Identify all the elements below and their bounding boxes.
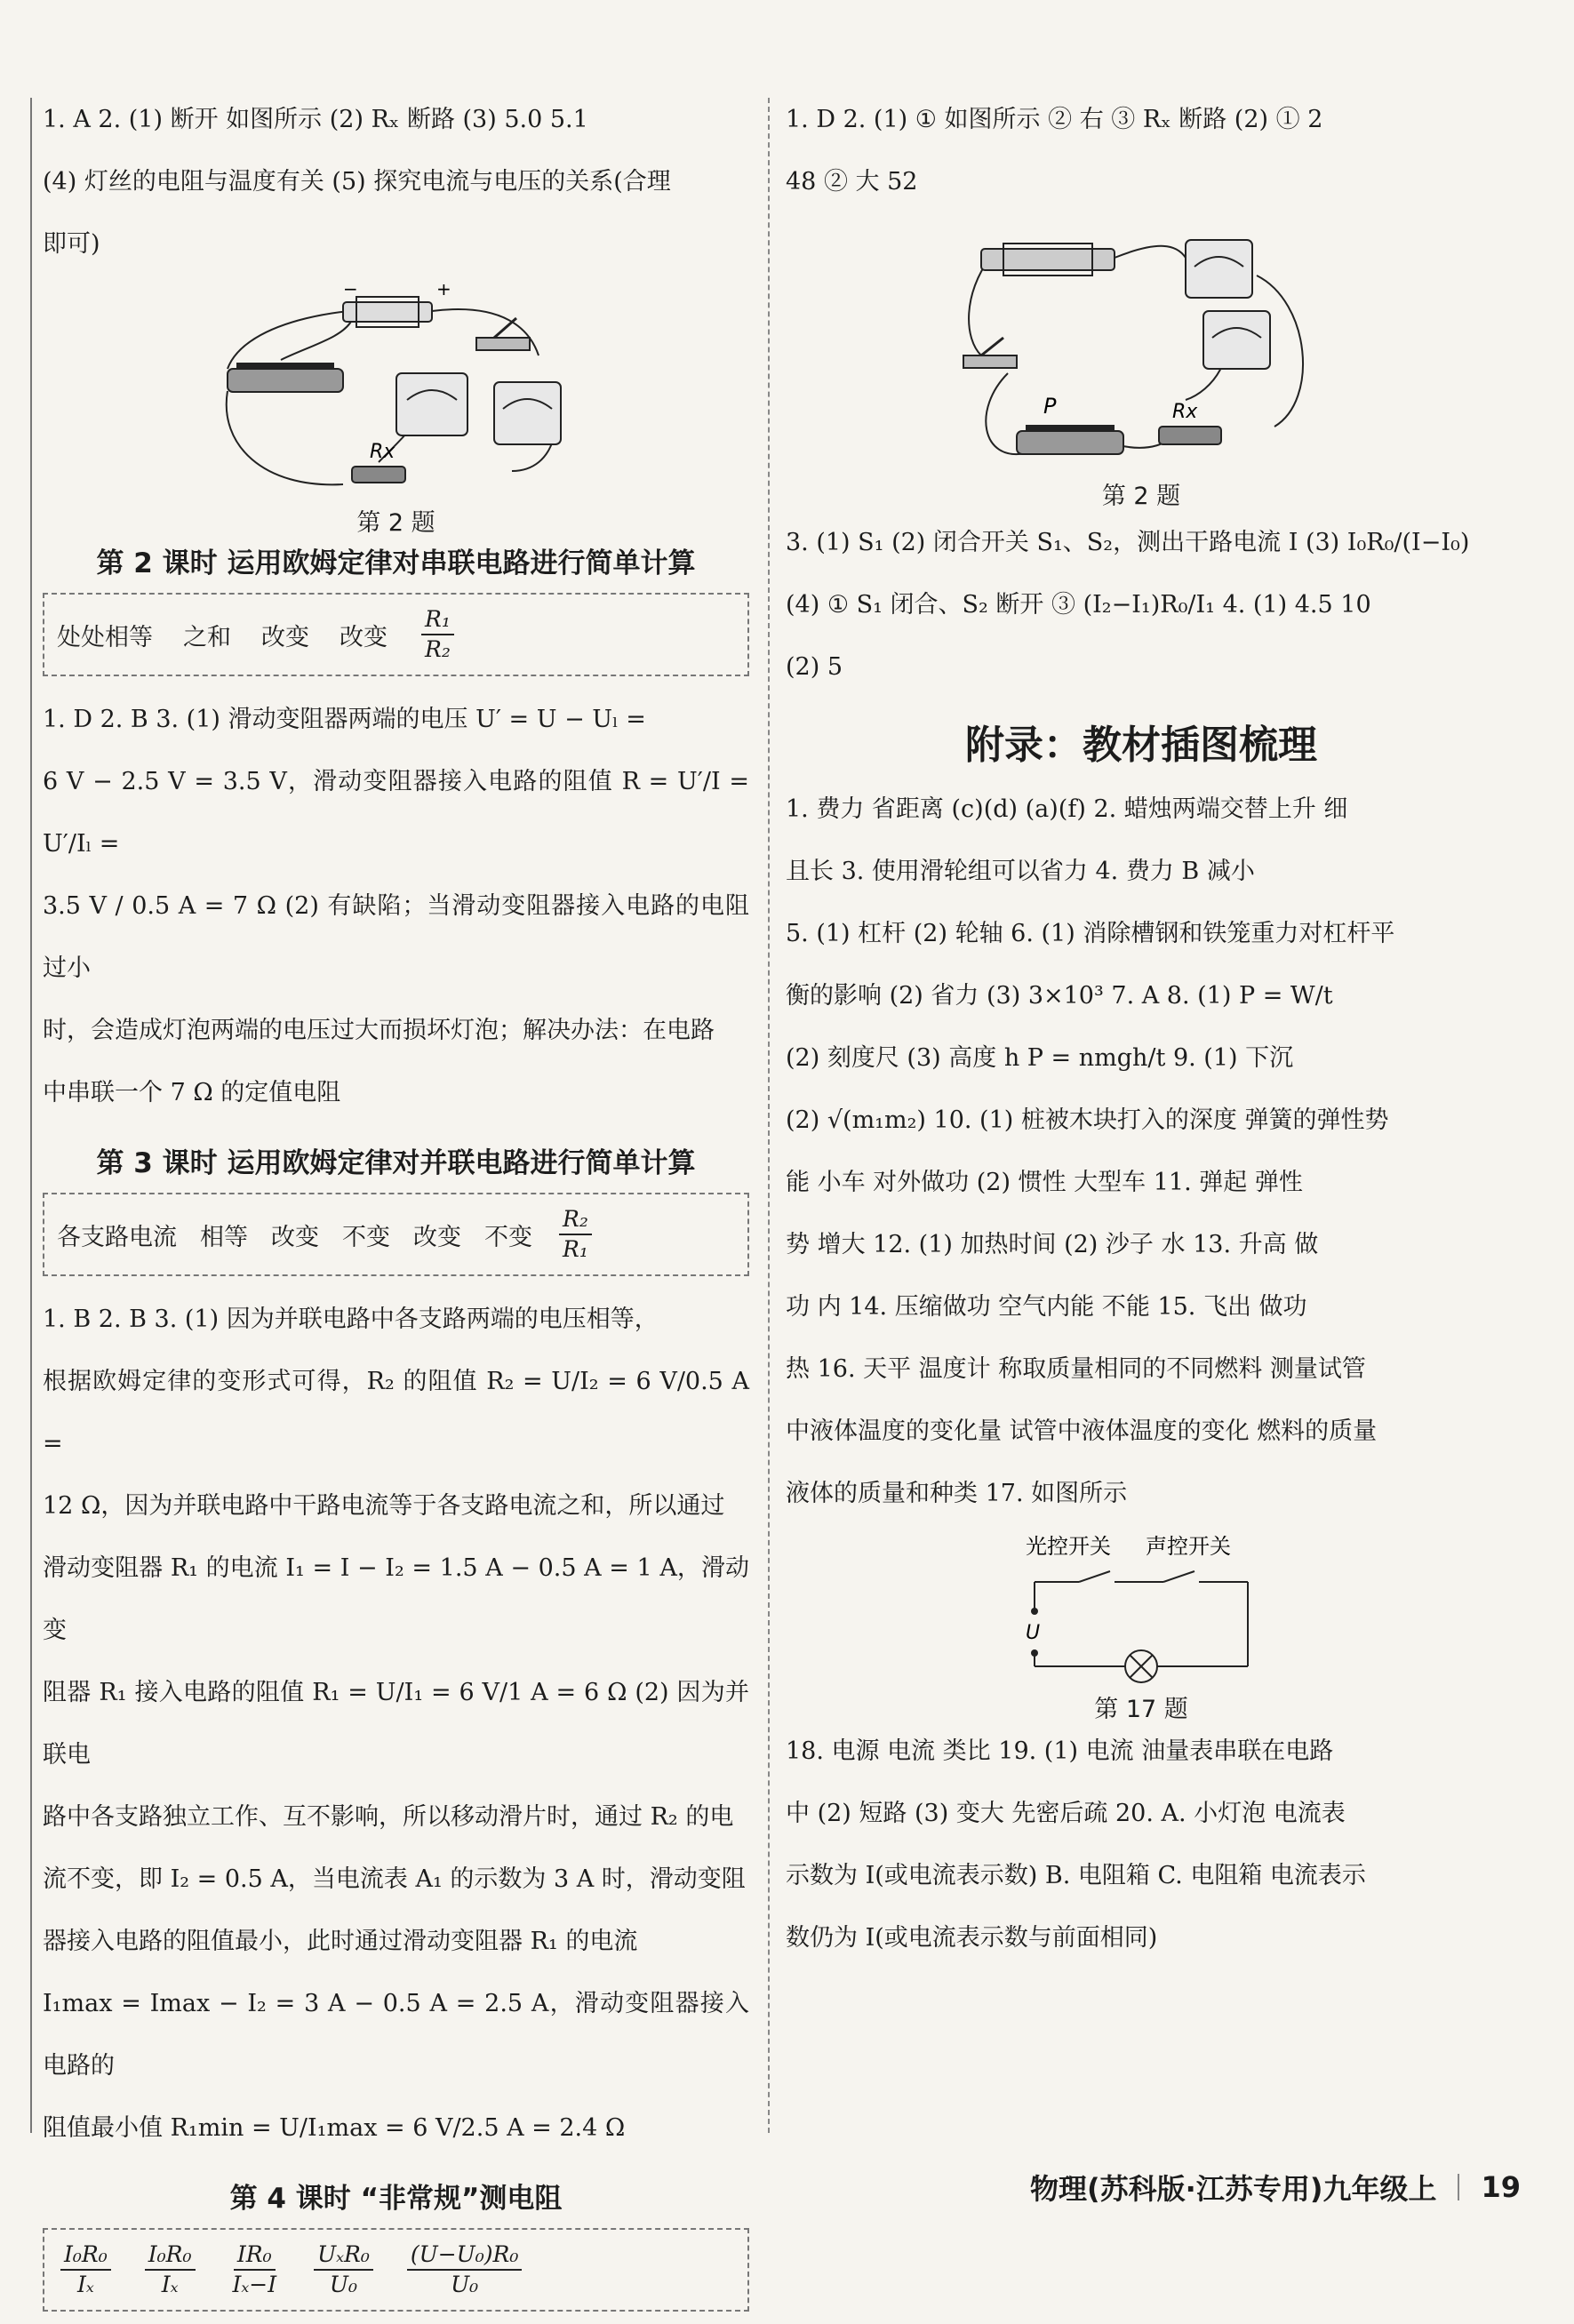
answer-line: 1. D 2. (1) ① 如图所示 ② 右 ③ Rₓ 断路 (2) ① 2: [786, 106, 1323, 133]
box-term: 之和: [183, 623, 231, 651]
answer-line: 18. 电源 电流 类比 19. (1) 电流 油量表串联在电路: [786, 1737, 1334, 1765]
answer-line: 中 (2) 短路 (3) 变大 先密后疏 20. A. 小灯泡 电流表: [786, 1800, 1346, 1827]
lesson-2-title: 第 2 课时 运用欧姆定律对串联电路进行简单计算: [96, 547, 696, 579]
figure-caption: 第 2 题: [1101, 483, 1181, 510]
answer-line: 3.5 V / 0.5 A = 7 Ω (2) 有缺陷；当滑动变阻器接入电路的电阻过小: [43, 892, 749, 982]
ratio-fraction: [559, 1205, 592, 1264]
formula-fraction: [314, 2240, 373, 2299]
right-column: [786, 89, 1497, 1969]
circuit-diagram-1: [210, 284, 583, 498]
answer-line: 势 增大 12. (1) 加热时间 (2) 沙子 水 13. 升高 做: [786, 1231, 1319, 1258]
answer-line: 3. (1) S₁ (2) 闭合开关 S₁、S₂，测出干路电流 I (3) I₀R₀/(I−I₀): [786, 529, 1470, 556]
answer-line: 数仍为 I(或电流表示数与前面相同): [786, 1924, 1158, 1952]
circuit-diagram-2: [955, 222, 1328, 471]
answers-block-2: [43, 689, 749, 1124]
answers-block-3: [43, 1289, 749, 2160]
column-divider: [768, 98, 770, 2133]
answer-line: 器接入电路的阻值最小，此时通过滑动变阻器 R₁ 的电流: [43, 1928, 638, 1955]
answer-line: (2) √(m₁m₂) 10. (1) 桩被木块打入的深度 弹簧的弹性势: [786, 1106, 1389, 1134]
answer-line: 热 16. 天平 温度计 称取质量相同的不同燃料 测量试管: [786, 1355, 1366, 1383]
p-label: P: [1043, 394, 1057, 419]
answer-line: 6 V − 2.5 V = 3.5 V，滑动变阻器接入电路的阻值 R = U′/I = U′/Iₗ =: [43, 768, 749, 858]
answer-line: 1. B 2. B 3. (1) 因为并联电路中各支路两端的电压相等，: [43, 1306, 659, 1333]
sound-switch-label: 声控开关: [1146, 1534, 1231, 1559]
answer-line: (2) 5: [786, 653, 843, 681]
fraction-numerator: R₂: [559, 1205, 592, 1235]
lesson-3-summary-box: [43, 1193, 749, 1276]
figure-caption: 第 17 题: [1094, 1696, 1188, 1723]
answer-line: 12 Ω，因为并联电路中干路电流等于各支路电流之和，所以通过: [43, 1492, 725, 1520]
answer-line: I₁max = Imax − I₂ = 3 A − 0.5 A = 2.5 A，滑动变阻器接入电路的: [43, 1990, 749, 2080]
box-term: 不变: [484, 1223, 532, 1251]
lesson-3-title: 第 3 课时 运用欧姆定律对并联电路进行简单计算: [96, 1147, 696, 1179]
lesson-4-summary-box: [43, 2228, 749, 2312]
answers-block-1: [43, 89, 749, 276]
answer-line: 48 ② 大 52: [786, 168, 918, 196]
page-footer: [1030, 2167, 1521, 2208]
box-term: 不变: [342, 1223, 390, 1251]
fraction-denominator: U₀: [329, 2272, 358, 2297]
answer-line: 能 小车 对外做功 (2) 惯性 大型车 11. 弹起 弹性: [786, 1169, 1303, 1196]
u-label: U: [1026, 1622, 1041, 1644]
answers-block-r1: [786, 89, 1497, 213]
answer-line: 且长 3. 使用滑轮组可以省力 4. 费力 B 减小: [786, 858, 1255, 885]
answer-line: 1. A 2. (1) 断开 如图所示 (2) Rₓ 断路 (3) 5.0 5.1: [43, 106, 588, 133]
fraction-denominator: U₀: [451, 2272, 479, 2297]
answer-line: 功 内 14. 压缩做功 空气内能 不能 15. 飞出 做功: [786, 1293, 1307, 1321]
answer-line: 路中各支路独立工作、互不影响，所以移动滑片时，通过 R₂ 的电: [43, 1803, 734, 1831]
book-title: 物理(苏科版·江苏专用)九年级上: [1030, 2172, 1437, 2206]
box-term: 改变: [413, 1223, 461, 1251]
fraction-numerator: I₀R₀: [60, 2240, 111, 2271]
fraction-numerator: (U−U₀)R₀: [407, 2240, 522, 2271]
answer-line: 中液体温度的变化量 试管中液体温度的变化 燃料的质量: [786, 1418, 1378, 1445]
answer-line: (2) 刻度尺 (3) 高度 h P = nmgh/t 9. (1) 下沉: [786, 1044, 1294, 1072]
left-margin-line: [30, 98, 32, 2133]
answer-line: (4) ① S₁ 闭合、S₂ 断开 ③ (I₂−I₁)R₀/I₁ 4. (1) 4.5 10: [786, 591, 1371, 619]
fraction-denominator: Iₓ: [161, 2272, 179, 2297]
answer-line: 中串联一个 7 Ω 的定值电阻: [43, 1079, 341, 1106]
rx-label: Rx: [1172, 401, 1198, 423]
circuit-figure-1: [210, 284, 583, 537]
answer-line: 液体的质量和种类 17. 如图所示: [786, 1480, 1128, 1507]
plus-label: +: [435, 284, 451, 299]
fraction-denominator: R₂: [425, 636, 451, 662]
answers-block-r4: [786, 1721, 1497, 1969]
answer-line: (4) 灯丝的电阻与温度有关 (5) 探究电流与电压的关系(合理: [43, 168, 671, 196]
circuit-figure-17: [1008, 1529, 1274, 1723]
formula-fraction: [60, 2240, 111, 2299]
formula-fraction: [229, 2240, 281, 2299]
fraction-numerator: R₁: [421, 605, 454, 635]
answer-line: 阻器 R₁ 接入电路的阻值 R₁ = U/I₁ = 6 V/1 A = 6 Ω (2) 因为并联电: [43, 1679, 749, 1769]
answer-line: 时，会造成灯泡两端的电压过大而损坏灯泡；解决办法：在电路: [43, 1017, 715, 1044]
left-column: [43, 89, 749, 2324]
box-term: 相等: [200, 1223, 248, 1251]
answer-line: 流不变，即 I₂ = 0.5 A，当电流表 A₁ 的示数为 3 A 时，滑动变阻: [43, 1865, 746, 1893]
footer-separator: [1458, 2174, 1459, 2200]
box-term: 处处相等: [57, 623, 153, 651]
answer-line: 5. (1) 杠杆 (2) 轮轴 6. (1) 消除槽钢和铁笼重力对杠杆平: [786, 920, 1395, 947]
page-number: 19: [1481, 2170, 1521, 2204]
box-term: 各支路电流: [57, 1223, 177, 1251]
lesson-4-title: 第 4 课时 “非常规”测电阻: [229, 2183, 563, 2215]
fraction-denominator: Iₓ−I: [232, 2272, 277, 2297]
fraction-numerator: UₓR₀: [314, 2240, 373, 2271]
appendix-title: 附录：教材插图梳理: [965, 723, 1317, 768]
answer-line: 阻值最小值 R₁min = U/I₁max = 6 V/2.5 A = 2.4 Ω: [43, 2114, 626, 2142]
answer-line: 1. D 2. B 3. (1) 滑动变阻器两端的电压 U′ = U − Uₗ =: [43, 706, 646, 733]
rx-label: Rx: [369, 441, 395, 463]
answers-block-r2: [786, 512, 1497, 699]
minus-label: −: [342, 284, 358, 299]
answer-line: 根据欧姆定律的变形式可得，R₂ 的阻值 R₂ = U/I₂ = 6 V/0.5 A =: [43, 1368, 749, 1457]
lesson-2-summary-box: [43, 593, 749, 676]
answer-line: 即可): [43, 230, 100, 258]
light-switch-label: 光控开关: [1026, 1534, 1111, 1559]
answer-line: 示数为 I(或电流表示数) B. 电阻箱 C. 电阻箱 电流表示: [786, 1862, 1366, 1889]
box-term: 改变: [340, 623, 388, 651]
circuit-figure-2: [955, 222, 1328, 510]
figure-caption: 第 2 题: [356, 509, 435, 537]
fraction-denominator: Iₓ: [77, 2272, 94, 2297]
fraction-numerator: IR₀: [234, 2240, 276, 2271]
answers-block-r3: [786, 779, 1497, 1525]
formula-fraction: [145, 2240, 196, 2299]
circuit-diagram-17: [1008, 1529, 1274, 1684]
box-term: 改变: [271, 1223, 319, 1251]
formula-fraction: [407, 2240, 522, 2299]
answer-line: 衡的影响 (2) 省力 (3) 3×10³ 7. A 8. (1) P = W/t: [786, 982, 1333, 1010]
box-term: 改变: [261, 623, 309, 651]
fraction-numerator: I₀R₀: [145, 2240, 196, 2271]
ratio-fraction: [421, 605, 454, 664]
fraction-denominator: R₁: [563, 1236, 588, 1262]
answer-line: 滑动变阻器 R₁ 的电流 I₁ = I − I₂ = 1.5 A − 0.5 A = 1 A，滑动变: [43, 1554, 749, 1644]
answer-line: 1. 费力 省距离 (c)(d) (a)(f) 2. 蜡烛两端交替上升 细: [786, 795, 1348, 823]
